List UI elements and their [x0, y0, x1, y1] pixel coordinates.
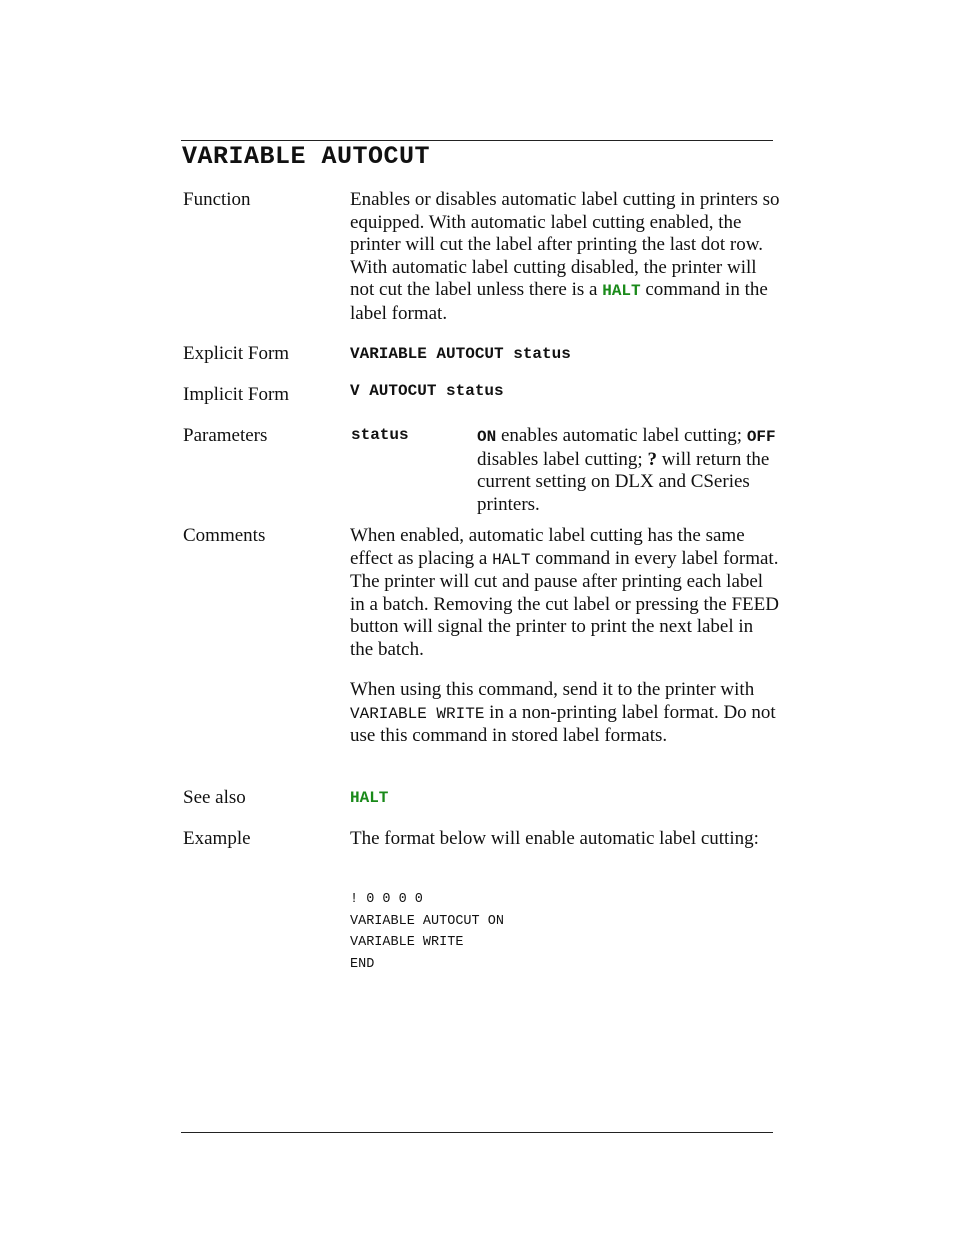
- code-line: VARIABLE AUTOCUT ON: [350, 913, 504, 929]
- variable-write-inline-code: VARIABLE WRITE: [350, 704, 485, 723]
- explicit-form-label: Explicit Form: [183, 343, 290, 364]
- parameter-description: [477, 425, 777, 516]
- example-intro: The format below will enable automatic label cutting:: [350, 828, 759, 849]
- halt-link[interactable]: HALT: [602, 282, 641, 300]
- param-query: ?: [647, 448, 657, 470]
- function-text-after: command in the label format.: [350, 279, 768, 324]
- parameter-name: status: [351, 426, 409, 444]
- example-code-block: [350, 889, 504, 976]
- param-on-text: enables automatic label cutting;: [496, 425, 743, 446]
- function-text-before: Enables or disables automatic label cutting in printers so equipped. With automatic label cutting enabled, the printer will cut the label after printing the last dot row. With automatic label cutting disabled, the printer will not cut the label unless there is a: [350, 189, 780, 300]
- example-label: Example: [183, 828, 251, 849]
- comments-paragraph-1: When enabled, automatic label cutting has the same effect as placing a HALT command in every label format. The printer will cut and pause after printing each label in a batch. Removing the cut label or pressing the FEED button will signal the printer to print the next label in the batch.: [350, 525, 779, 660]
- function-label: Function: [183, 189, 251, 210]
- see-also-label: See also: [183, 787, 246, 808]
- comments-paragraph-2: When using this command, send it to the printer with VARIABLE WRITE in a non-printing label format. Do not use this command in stored label formats.: [350, 679, 776, 746]
- see-also-links: [350, 786, 780, 810]
- code-line: VARIABLE WRITE: [350, 935, 464, 951]
- code-line: ! 0 0 0 0: [350, 892, 423, 907]
- see-also-halt-link[interactable]: HALT: [350, 789, 389, 807]
- explicit-form-code: VARIABLE AUTOCUT status: [350, 345, 571, 363]
- comments-text: [350, 525, 780, 748]
- param-query-text: will return the current setting on DLX and CSeries printers.: [477, 448, 770, 515]
- bottom-rule: [181, 1132, 773, 1133]
- implicit-form-code: V AUTOCUT status: [350, 382, 504, 400]
- param-off: OFF: [746, 428, 776, 446]
- comments-label: Comments: [183, 525, 266, 546]
- param-on: ON: [477, 428, 497, 446]
- parameters-label: Parameters: [183, 425, 268, 446]
- code-line: END: [350, 957, 375, 973]
- halt-inline-code: HALT: [492, 550, 531, 569]
- function-description: [350, 189, 780, 325]
- implicit-form-label: Implicit Form: [183, 384, 290, 405]
- param-off-text: disables label cutting;: [477, 448, 648, 470]
- page-title: VARIABLE AUTOCUT: [182, 142, 431, 171]
